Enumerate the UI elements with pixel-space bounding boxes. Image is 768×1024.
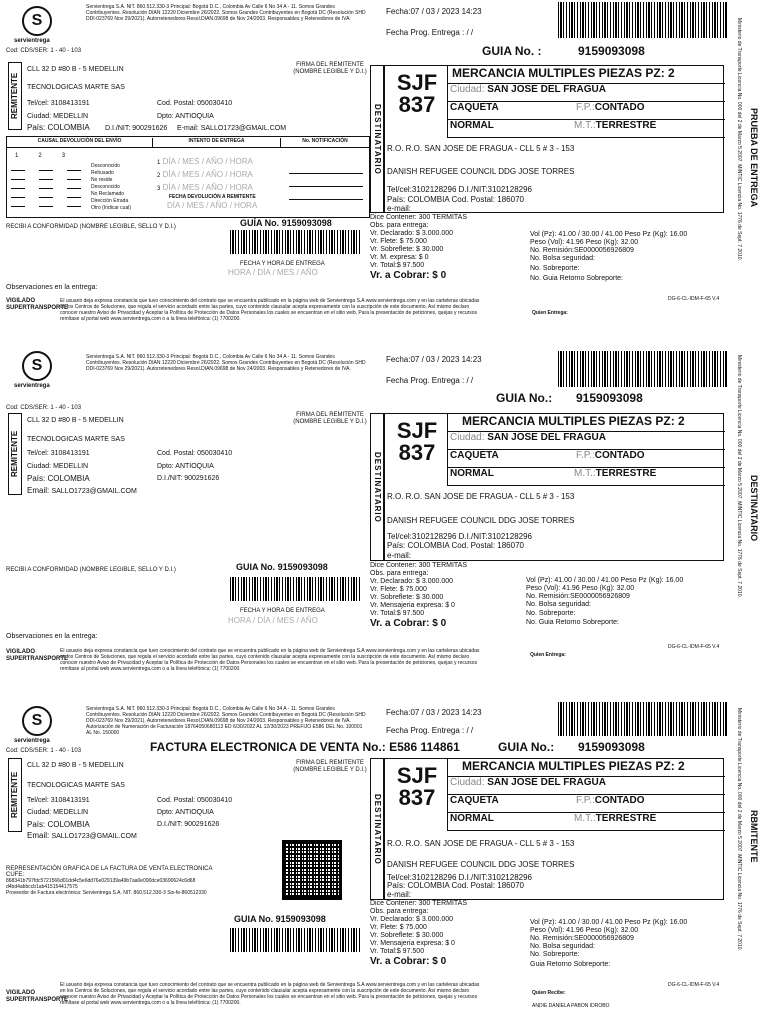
recibi-label: RECIBI A CONFORMIDAD (NOMBRE LEGIBLE, SELLO Y D.I.) (6, 567, 176, 573)
barcode-top (558, 2, 728, 38)
destinatario-address: R.O. R.O. SAN JOSE DE FRAGUA - CLL 5 # 3 - 153 (387, 492, 575, 501)
servientrega-logo-icon: S (22, 706, 52, 736)
guia-number: 9159093098 (576, 391, 643, 405)
firmante: ANDIE DANIELA PABON IDROBO (532, 1003, 610, 1009)
company-name: servientrega (14, 738, 50, 744)
qr-code (282, 840, 342, 900)
barcode-footer (230, 230, 360, 254)
servicio-mt: NORMAL M.T.: TERRESTRE (450, 120, 657, 131)
remitente-pais: País: COLOMBIA (27, 474, 90, 483)
destinatario-label: DESTINATARIO (370, 65, 384, 213)
destinatario-label: DESTINATARIO (370, 758, 384, 900)
remitente-cod-postal: Cod. Postal: 050030410 (157, 450, 233, 457)
valores-left: Dice Contener: 300 TERMITAS Obs. para entrega: Vr. Declarado: $ 3.000.000 Vr. Flete: $ 75.000 Vr. Sobreflete: $ 30.000 Vr. Mensajeria expresa: $ 0 Vr. Total:$ 97.500 Vr. a Cobrar: $ 0 (370, 562, 468, 629)
remitente-label: REMITENTE (8, 62, 22, 130)
fecha-devolucion-label: FECHA DEVOLUCIÓN A REMITENTE (169, 194, 256, 200)
guia-footer: GUIA No. 9159093098 (236, 562, 328, 572)
destinatario-tel: Tel/cel:3102128296 D.I./NIT:3102128296 (387, 873, 532, 882)
remitente-address: CLL 32 D #80 B - 5 MEDELLIN (27, 762, 124, 769)
mercancia: MERCANCIA MULTIPLES PIEZAS PZ: 2 (448, 66, 725, 84)
guia-label: GUIA No. : (482, 44, 542, 58)
guia-footer: GUIA No. 9159093098 (234, 914, 326, 924)
remitente-ciudad: Ciudad: MEDELLIN (27, 113, 89, 120)
destinatario-tel: Tel/cel:3102128296 D.I./NIT:3102128296 (387, 532, 532, 541)
fecha-entrega-fields: HORA / DÍA / MES / AÑO (228, 268, 318, 277)
remitente-pais: País: COLOMBIA (27, 123, 90, 132)
valores-left: Dice Contener: 300 TERMITAS Obs. para entrega: Vr. Declarado: $ 3.000.000 Vr. Flete: $ 75.000 Vr. Sobreflete: $ 30.000 Vr. M. expresa: $ 0 Vr. Total:$ 97.500 Vr. a Cobrar: $ 0 (370, 214, 468, 281)
remitente-company: TECNOLOGICAS MARTE SAS (27, 84, 125, 91)
observaciones-label: Observaciones en la entrega: (6, 284, 98, 291)
factura-number: FACTURA ELECTRONICA DE VENTA No.: E586 114861 (150, 740, 460, 754)
remitente-nit: D.I./NIT: 900291626 (157, 475, 220, 482)
barcode-footer (230, 928, 360, 952)
destinatario-tel: Tel/cel:3102128296 D.I./NIT:3102128296 (387, 185, 532, 194)
side-title-1: PRUEBA DE ENTREGA (749, 108, 759, 208)
ciudad-destino: Ciudad: SAN JOSE DEL FRAGUA (448, 777, 725, 795)
intento-fechas: 1 DÍA / MES / AÑO / HORA 2 DÍA / MES / AÑO / HORA 3 DÍA / MES / AÑO / HORA (157, 157, 253, 192)
valores-left: Dice Contener: 300 TERMITAS Obs. para entrega: Vr. Declarado: $ 3.000.000 Vr. Flete: $ 75.000 Vr. Sobreflete: $ 30.000 Vr. Mensajeria expresa: $ 0 Vr. Total:$ 97.500 Vr. a Cobrar: $ 0 (370, 900, 468, 967)
depto-fp: CAQUETA F.P.: CONTADO (448, 795, 725, 813)
quien-recibe: Quien Recibe: (532, 990, 566, 996)
destinatario-address: R.O. R.O. SAN JOSE DE FRAGUA - CLL 5 # 3 - 153 (387, 839, 575, 848)
intento-header: INTENTO DE ENTREGA (153, 138, 281, 148)
causal-checkboxes[interactable] (11, 165, 87, 213)
remitente-company: TECNOLOGICAS MARTE SAS (27, 782, 125, 789)
section-remitente (0, 700, 768, 1024)
company-header: Servientrega S.A. NIT. 860.512.330-3 Principal: Bogotá D.C., Colombia Av Calle 6 No 34 A - 11. Somos Grandes Contribuyentes. Resolución DIAN 12220 Diciembre 26/2022. Somos Grandes Contribuyentes en Bogotá DC (Resolución SHD DDI-023769 Nov 29/2021). Autorretenedores Resol.DIAN.09698 de Nov 24/2003. Responsables y Retenedores de IVA. (86, 4, 366, 22)
destinatario-box (384, 65, 724, 213)
ciudad-destino: Ciudad: SAN JOSE DEL FRAGUA (448, 84, 725, 102)
firma-remitente: FIRMA DEL REMITENTE (NOMBRE LEGIBLE Y D.I.) (293, 412, 367, 425)
company-header: Servientrega S.A. NIT. 860.512.330-3 Principal: Bogotá D.C., Colombia Av Calle 6 No 34 A - 11. Somos Grandes Contribuyentes. Resolución DIAN 12220 Diciembre 26/2022. Somos Grandes Contribuyentes en Bogotá DC (Resolución SHD DDI-023769 Nov 29/2021). Autorretenedores Resol.DIAN.09698 de Nov 24/2003. Responsables y Retenedores de IVA. (86, 354, 366, 372)
remitente-dpto: Dpto: ANTIOQUIA (157, 809, 214, 816)
destinatario-name: DANISH REFUGEE COUNCIL DDG JOSE TORRES (387, 516, 575, 525)
depto-fp: CAQUETA F.P.: CONTADO (448, 450, 725, 468)
guia-label: GUIA No.: (496, 391, 553, 405)
remitente-nit: D.I./NIT: 900291626 (105, 125, 168, 132)
remitente-cod-postal: Cod. Postal: 050030410 (157, 100, 233, 107)
fecha-prog: Fecha Prog. Entrega : / / (386, 376, 474, 385)
fecha: Fecha:07 / 03 / 2023 14:23 (386, 7, 482, 16)
mercancia: MERCANCIA MULTIPLES PIEZAS PZ: 2 (448, 414, 725, 432)
fecha-devolucion: DÍA / MES / AÑO / HORA (167, 201, 258, 210)
company-name: servientrega (14, 383, 50, 389)
company-header: Servientrega S.A. NIT. 860.512.330-3 Principal: Bogotá D.C., Colombia Av Calle 6 No 34 A - 11. Somos Grandes Contribuyentes. Resolución DIAN 12220 Diciembre 26/2022. Somos Grandes Contribuyentes en Bogotá DC (Resolución SHD DDI-023769 Nov 29/2021). Autorretenedores Resol.DIAN.09698 de Nov 24/2003. Responsables y Retenedores de IVA. Autorización de Numeración de Facturación 18764050680113 ED 6/30/2022 AL 12/30/2023 PREFIJO E586 DEL No. 100001 AL No. 150000 (86, 706, 366, 736)
fecha-entrega-fields: HORA / DÍA / MES / AÑO (228, 616, 318, 625)
destinatario-name: DANISH REFUGEE COUNCIL DDG JOSE TORRES (387, 860, 575, 869)
form-code: DG-6-CL-IDM-F-65 V.4 (668, 296, 720, 302)
section-destinatario (0, 345, 768, 675)
side-license-2: Ministerio de Transporte Licencia No. 000 del 2 de Marzo 5 2007. MINTIC Licencia No. 1776 de Sept. 7 2010. (736, 355, 742, 598)
form-code: DG-6-CL-IDM-F-65 V.4 (668, 982, 720, 988)
cod-ser: Cod: CDS/SER: 1 - 40 - 103 (6, 48, 82, 54)
firma-remitente: FIRMA DEL REMITENTE (NOMBRE LEGIBLE Y D.I.) (293, 760, 367, 773)
depto-fp: CAQUETA F.P.: CONTADO (448, 102, 725, 120)
legal-text: El usuario deja expresa constancia que tuvo conocimiento del contrato que se encuentra publicado en la página web de Servientrega S.A www.servientrega.com y en las carteleras ubicadas en los Centros de Soluciones, que regula el servicio acordado entre las partes, cuyo contenido clausular acepta expresamente con la suscripción de este documento. Así mismo declaro conocer nuestro Aviso de Privacidad y Aceptar la Política de Protección de Datos Personales los cuales se encuentran en el sitio web. Para la presentación de peticiones, quejas y recursos remítase al portal web www.servientrega.com o a la línea telefónica: (1) 7700200. (60, 298, 480, 322)
ciudad-destino: Ciudad: SAN JOSE DEL FRAGUA (448, 432, 725, 450)
valores-right: Vol (Pz): 41.00 / 30.00 / 41.00 Peso Pz (Kg): 16.00 Peso (Vol): 41.96 Peso (Kg): 32.00 No. Remisión:SE0000056926809 No. Bolsa seguridad: No. Sobreporte: No. Guia Retorno Sobreporte: (530, 231, 688, 282)
causal-header: CAUSAL DEVOLUCIÓN DEL ENVÍO (7, 138, 153, 148)
company-name: servientrega (14, 38, 50, 44)
side-license-1: Ministerio de Transporte Licencia No. 000 del 2 de Marzo 5 2007. MINTIC Licencia No. 1776 de Sept. 7 2010. (736, 18, 742, 261)
destinatario-pais: País: COLOMBIA Cod. Postal: 186070 (387, 881, 524, 890)
side-title-2: DESTINATARIO (749, 475, 759, 542)
quien-entrega: Quien Entrega: (532, 310, 568, 316)
devolucion-table (6, 136, 370, 218)
factura-representacion: REPRESENTACIÓN GRAFICA DE LA FACTURA DE VENTA ELECTRONICA CUFE: 868341b797fdc5721566d01dd4c5e6dd76e029139a49b7aa0e090dce03690624c6d68 d4bd4abbccb1ab415154417575 Proveedor de Factura electrónica: Servientrega S.A. NIT. 860.512.330-3 Sis-fe-860512330 (6, 866, 213, 896)
valores-right: Vol (Pz): 41.00 / 30.00 / 41.00 Peso Pz (Kg): 16.00 Peso (Vol): 41.96 Peso (Kg): 32.00 No. Remisión:SE0000056926809 No. Bolsa seguridad: No. Sobreporte: Guia Retorno Sobreporte: (530, 919, 688, 968)
remitente-dpto: Dpto: ANTIOQUIA (157, 463, 214, 470)
vigilado-logo: VIGILADO SUPERTRANSPORTE (6, 298, 69, 311)
barcode-top (558, 351, 728, 387)
guia-label: GUIA No.: (498, 740, 555, 754)
remitente-dpto: Dpto: ANTIOQUIA (157, 113, 214, 120)
notificacion-lines[interactable] (289, 161, 363, 201)
remitente-address: CLL 32 D #80 B - 5 MEDELLIN (27, 66, 124, 73)
cod-ser: Cod: CDS/SER: 1 - 40 - 103 (6, 405, 82, 411)
remitente-company: TECNOLOGICAS MARTE SAS (27, 436, 125, 443)
destinatario-pais: País: COLOMBIA Cod. Postal: 186070 (387, 195, 524, 204)
notificacion-header: No. NOTIFICACIÓN (281, 138, 369, 148)
destinatario-email: e-mail: (387, 890, 412, 899)
servicio-mt: NORMAL M.T.: TERRESTRE (450, 468, 657, 479)
observaciones-label: Observaciones en la entrega: (6, 633, 98, 640)
servientrega-logo-icon: S (22, 351, 52, 381)
servicio-mt: NORMAL M.T.: TERRESTRE (450, 813, 657, 824)
remitente-label: REMITENTE (8, 413, 22, 495)
section-prueba-entrega (0, 0, 768, 340)
cod-ser: Cod: CDS/SER: 1 - 40 - 103 (6, 748, 82, 754)
remitente-tel: Tel/cel: 3108413191 (27, 450, 90, 457)
remitente-pais: País: COLOMBIA (27, 820, 90, 829)
vigilado-logo: VIGILADO SUPERTRANSPORTE (6, 990, 69, 1003)
devolucion-nums: 1 2 3 (15, 153, 66, 159)
guia-footer: GUÍA No. 9159093098 (240, 218, 332, 228)
sjf-code: SJF 837 (396, 763, 438, 810)
side-title-3: RBMITENTE (749, 810, 759, 863)
barcode-top (558, 702, 728, 736)
valores-right: Vol (Pz): 41.00 / 30.00 / 41.00 Peso Pz (Kg): 16.00 Peso (Vol): 41.96 Peso (Kg): 32.00 No. Remisión:SE0000056926809 No. Bolsa seguridad: No. Sobreporte: No. Guia Retorno Sobreporte: (526, 577, 684, 626)
remitente-label: REMITENTE (8, 758, 22, 832)
destinatario-box (384, 758, 724, 900)
vigilado-logo: VIGILADO SUPERTRANSPORTE (6, 649, 69, 662)
barcode-footer (230, 577, 360, 601)
fecha-prog: Fecha Prog. Entrega : / / (386, 726, 474, 735)
form-code: DG-6-CL-IDM-F-65 V.4 (668, 644, 720, 650)
destinatario-pais: País: COLOMBIA Cod. Postal: 186070 (387, 541, 524, 550)
fecha-hora-entrega: FECHA Y HORA DE ENTREGA (240, 261, 325, 267)
fecha-hora-entrega: FECHA Y HORA DE ENTREGA (240, 608, 325, 614)
fecha: Fecha:07 / 03 / 2023 14:23 (386, 708, 482, 717)
remitente-email: Email: SALLO1723@GMAIL.COM (27, 831, 137, 840)
destinatario-address: R.O. R.O. SAN JOSE DE FRAGUA - CLL 5 # 3 - 153 (387, 144, 575, 153)
destinatario-email: e-mail: (387, 551, 412, 560)
sjf-code: SJF 837 (396, 418, 438, 465)
remitente-email: Email: SALLO1723@GMAIL.COM (27, 486, 137, 495)
legal-text: El usuario deja expresa constancia que tuvo conocimiento del contrato que se encuentra publicado en la página web de Servientrega S.A www.servientrega.com y en las carteleras ubicadas en los Centros de Soluciones, que regula el servicio acordado entre las partes, cuyo contenido clausular acepta expresamente con la suscripción de este documento. Así mismo declaro conocer nuestro Aviso de Privacidad y Aceptar la Política de Protección de Datos Personales los cuales se encuentran en el sitio web. Para la presentación de peticiones, quejas y recursos remítase al portal web www.servientrega.com o a la línea telefónica: (1) 7700200. (60, 648, 480, 672)
recibi-label: RECIBI A CONFORMIDAD (NOMBRE LEGIBLE, SELLO Y D.I.) (6, 224, 176, 230)
destinatario-label: DESTINATARIO (370, 413, 384, 561)
causales-list: Desconocido Rehusado No reside Desconocido No Reclamado Dirección Errada Otro (Indicar cual) (91, 163, 132, 211)
sjf-code: SJF 837 (396, 70, 438, 117)
fecha: Fecha:07 / 03 / 2023 14:23 (386, 355, 482, 364)
destinatario-email: e-mail: (387, 204, 412, 213)
remitente-ciudad: Ciudad: MEDELLIN (27, 809, 89, 816)
destinatario-box (384, 413, 724, 561)
remitente-nit: D.I./NIT: 900291626 (157, 821, 220, 828)
firma-remitente: FIRMA DEL REMITENTE (NOMBRE LEGIBLE Y D.I.) (293, 62, 367, 75)
remitente-ciudad: Ciudad: MEDELLIN (27, 463, 89, 470)
quien-entrega: Quien Entrega: (530, 652, 566, 658)
fecha-prog: Fecha Prog. Entrega : / / (386, 28, 474, 37)
side-license-3: Ministerio de Transporte Licencia No. 000 del 2 de Marzo 5 2007. MINTIC Licencia No. 1776 de Sept. 7 2010. (736, 708, 742, 951)
mercancia: MERCANCIA MULTIPLES PIEZAS PZ: 2 (448, 759, 725, 777)
destinatario-name: DANISH REFUGEE COUNCIL DDG JOSE TORRES (387, 167, 575, 176)
guia-number: 9159093098 (578, 44, 645, 58)
remitente-address: CLL 32 D #80 B - 5 MEDELLIN (27, 417, 124, 424)
legal-text: El usuario deja expresa constancia que tuvo conocimiento del contrato que se encuentra publicado en la página web de Servientrega S.A www.servientrega.com y en las carteleras ubicadas en los Centros de Soluciones, que regula el servicio acordado entre las partes, cuyo contenido clausular acepta expresamente con la suscripción de este documento. Así mismo declaro conocer nuestro Aviso de Privacidad y Aceptar la Política de Protección de Datos Personales los cuales se encuentran en el sitio web. Para la presentación de peticiones, quejas y recursos remítase al portal web www.servientrega.com o a la línea telefónica: (1) 7700200. (60, 982, 480, 1006)
remitente-tel: Tel/cel: 3108413191 (27, 797, 90, 804)
servientrega-logo-icon: S (22, 6, 52, 36)
remitente-tel: Tel/cel: 3108413191 (27, 100, 90, 107)
guia-number: 9159093098 (578, 740, 645, 754)
remitente-cod-postal: Cod. Postal: 050030410 (157, 797, 233, 804)
remitente-email: E-mail: SALLO1723@GMAIL.COM (177, 125, 287, 132)
